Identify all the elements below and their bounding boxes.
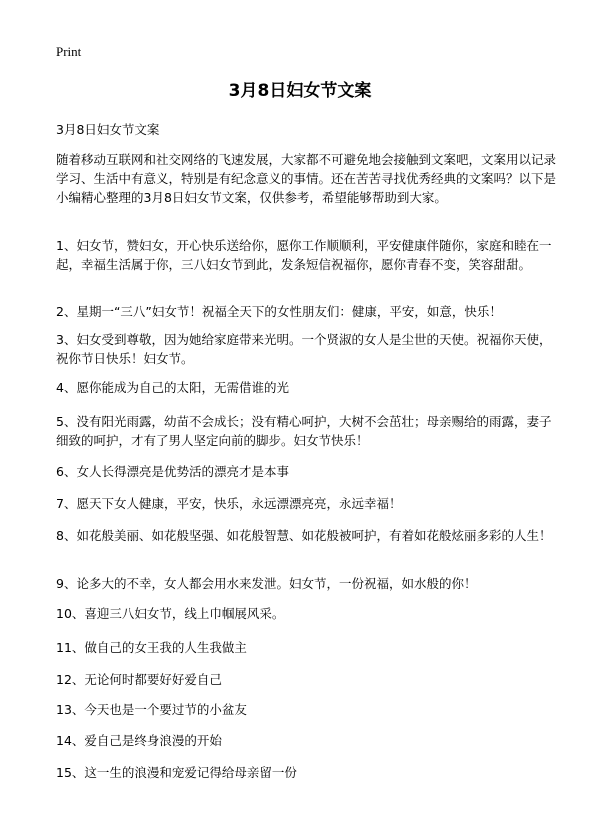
document-title: 3月8日妇女节文案	[228, 81, 372, 101]
list-item: 4、愿你能成为自己的太阳，无需借谁的光	[56, 380, 289, 395]
list-item: 11、做自己的女王我的人生我做主	[56, 640, 247, 655]
intro-paragraph: 随着移动互联网和社交网络的飞速发展，大家都不可避免地会接触到文案吧，文案用以记录学习、生活中有意义，特别是有纪念意义的事情。还在苦苦寻找优秀经典的文案吗？以下是小编精心整理的3月8日妇女节文案，仅供参考，希望能够帮助到大家。	[56, 152, 557, 205]
document-subtitle: 3月8日妇女节文案	[56, 122, 160, 137]
list-item: 10、喜迎三八妇女节，线上巾帼展风采。	[56, 606, 285, 621]
list-item: 7、愿天下女人健康，平安，快乐，永远漂漂亮亮，永远幸福！	[56, 496, 402, 511]
print-link[interactable]: Print	[56, 44, 82, 59]
list-item: 2、星期一“三八”妇女节！祝福全天下的女性朋友们：健康，平安，如意，快乐！	[56, 304, 502, 319]
list-item: 12、无论何时都要好好爱自己	[56, 672, 222, 687]
list-item: 13、今天也是一个要过节的小盆友	[56, 702, 247, 717]
list-item: 14、爱自己是终身浪漫的开始	[56, 733, 222, 748]
list-item: 5、没有阳光雨露，幼苗不会成长；没有精心呵护，大树不会茁壮；母亲赐给的雨露，妻子细致的呵护，才有了男人坚定向前的脚步。妇女节快乐！	[56, 414, 552, 448]
list-item: 3、妇女受到尊敬，因为她给家庭带来光明。一个贤淑的女人是尘世的天使。祝福你天使，祝你节日快乐！妇女节。	[56, 332, 552, 366]
list-item: 1、妇女节，赞妇女，开心快乐送给你，愿你工作顺顺利，平安健康伴随你，家庭和睦在一起，幸福生活属于你，三八妇女节到此，发条短信祝福你，愿你青春不变，笑容甜甜。	[56, 238, 552, 272]
list-item: 8、如花般美丽、如花般坚强、如花般智慧、如花般被呵护，有着如花般炫丽多彩的人生！	[56, 528, 552, 543]
list-item: 9、论多大的不幸，女人都会用水来发泄。妇女节，一份祝福，如水般的你！	[56, 576, 477, 591]
list-item: 6、女人长得漂亮是优势活的漂亮才是本事	[56, 464, 289, 479]
list-item: 15、这一生的浪漫和宠爱记得给母亲留一份	[56, 765, 297, 780]
